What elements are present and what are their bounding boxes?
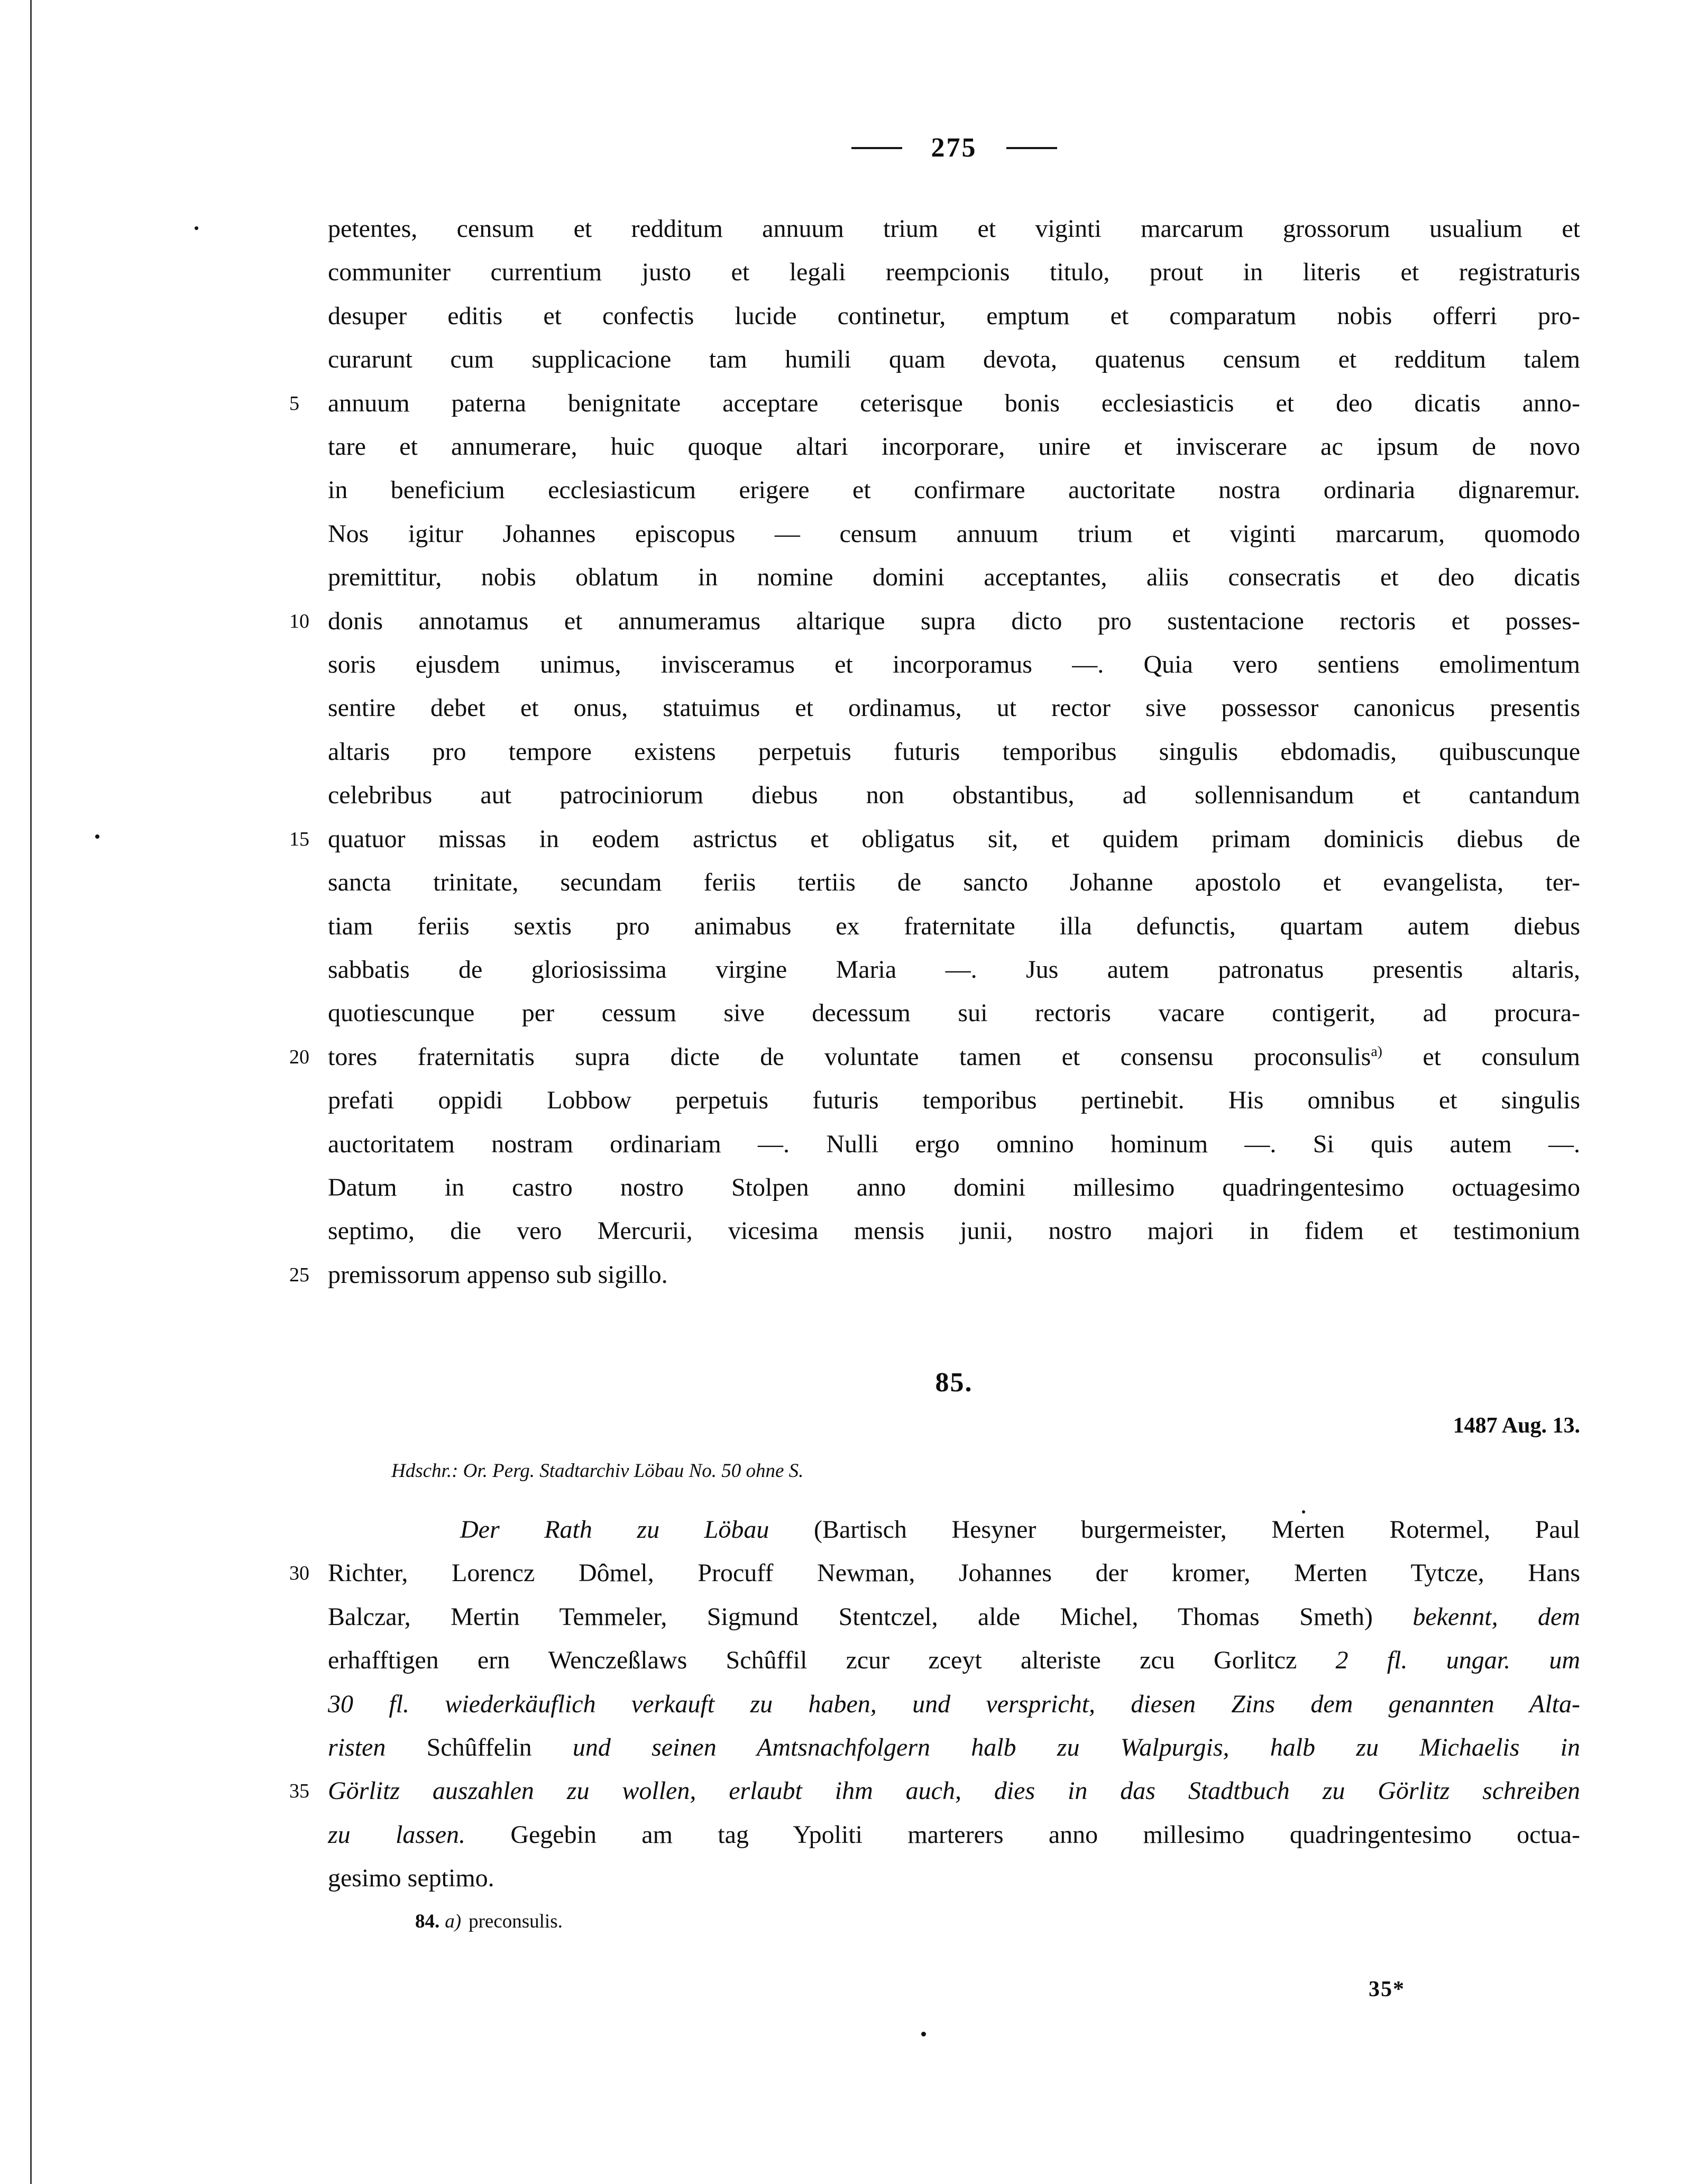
- latin-paragraph-block: [289, 207, 1581, 1297]
- text-segment: Gegebin am tag Ypoliti marterers anno millesimo quadringentesimo octua-: [465, 1820, 1580, 1849]
- text-line: [328, 425, 1580, 469]
- text-line: [328, 861, 1580, 904]
- text-line: [328, 774, 1580, 817]
- text-segment: septimo, die vero Mercurii, vicesima mensis junii, nostro majori in fidem et testimonium: [328, 1217, 1580, 1245]
- left-edge-scan-line: [30, 0, 32, 2184]
- text-segment: 2 fl. ungar. um: [1335, 1646, 1580, 1675]
- margin-line-number: 25: [289, 1263, 309, 1286]
- text-line: [328, 1595, 1580, 1639]
- text-segment: quatuor missas in eodem astrictus et obligatus sit, et quidem primam dominicis diebus de: [328, 824, 1580, 853]
- text-line: [328, 512, 1580, 556]
- text-line: [328, 1123, 1580, 1166]
- footnote-84: [415, 1910, 563, 1933]
- margin-line-number: 35: [289, 1780, 309, 1803]
- text-line: [328, 948, 1580, 992]
- text-segment: tores fraternitatis supra dicte de voluntate tamen et consensu proconsulis: [328, 1042, 1371, 1071]
- entry-85-source-note: Hdschr.: Or. Perg. Stadtarchiv Löbau No. 50 ohne S.: [391, 1460, 804, 1482]
- text-segment: prefati oppidi Lobbow perpetuis futuris temporibus pertinebit. His omnibus et singulis: [328, 1086, 1580, 1115]
- footnote-reference-superscript: a): [1371, 1043, 1382, 1060]
- text-segment: 30 fl. wiederkäuflich verkauft zu haben, und verspricht, diesen Zins dem genannten Alta-: [328, 1690, 1580, 1718]
- scan-speck: [921, 2032, 926, 2036]
- text-line: [289, 1253, 1580, 1297]
- text-line: [289, 818, 1580, 861]
- text-segment: erhafftigen ern Wenczeßlaws Schûffil zcur zceyt alteriste zcu Gorlitcz: [328, 1646, 1336, 1675]
- text-segment: bekennt, dem: [1412, 1602, 1581, 1631]
- text-segment: Richter, Lorencz Dômel, Procuff Newman, Johannes der kromer, Merten Tytcze, Hans: [328, 1559, 1580, 1587]
- text-line: [328, 1209, 1580, 1253]
- text-segment: gesimo septimo.: [328, 1864, 494, 1893]
- margin-line-number: 15: [289, 828, 309, 850]
- text-line: [328, 556, 1580, 599]
- text-line: [289, 382, 1580, 425]
- text-line: [328, 1813, 1580, 1857]
- text-segment: Schûffelin: [426, 1733, 573, 1762]
- text-segment: Der Rath zu Löbau: [460, 1516, 814, 1544]
- text-segment: sancta trinitate, secundam feriis tertiis de sancto Johanne apostolo et evangelista, ter-: [328, 868, 1580, 897]
- text-segment: Balczar, Mertin Temmeler, Sigmund Stentczel, alde Michel, Thomas Smeth): [328, 1602, 1413, 1631]
- text-line: [328, 1166, 1580, 1209]
- text-line: [328, 1726, 1580, 1769]
- text-segment: in beneficium ecclesiasticum erigere et confirmare auctoritate nostra ordinaria dignaremur.: [328, 476, 1580, 504]
- text-line: [328, 1639, 1580, 1682]
- text-segment: und seinen Amtsnachfolgern halb zu Walpurgis, halb zu Michaelis in: [572, 1733, 1580, 1762]
- text-line: [328, 338, 1580, 381]
- text-segment: et consulum: [1382, 1042, 1581, 1071]
- text-line: [328, 1683, 1580, 1726]
- text-segment: altaris pro tempore existens perpetuis futuris temporibus singulis ebdomadis, quibuscunque: [328, 737, 1580, 766]
- page-header: [328, 132, 1580, 164]
- text-segment: auctoritatem nostram ordinariam —. Nulli ergo omnino hominum —. Si quis autem —.: [328, 1130, 1580, 1158]
- page-number: 275: [931, 133, 977, 163]
- footnote-entry-number: 84.: [415, 1911, 440, 1932]
- text-line: [289, 1035, 1581, 1079]
- text-segment: soris ejusdem unimus, invisceramus et incorporamus —. Quia vero sentiens emolimentum: [328, 650, 1580, 679]
- text-segment: sabbatis de gloriosissima virgine Maria —. Jus autem patronatus presentis altaris,: [328, 955, 1580, 984]
- text-line: [289, 1769, 1580, 1813]
- text-segment: Datum in castro nostro Stolpen anno domini millesimo quadringentesimo octuagesimo: [328, 1173, 1580, 1201]
- text-line: [328, 1508, 1580, 1552]
- margin-line-number: 30: [289, 1562, 309, 1585]
- margin-line-number: 5: [289, 392, 299, 415]
- text-line: [328, 730, 1580, 774]
- footnote-marker: a): [445, 1911, 462, 1932]
- entry-85-date: 1487 Aug. 13.: [1453, 1414, 1580, 1438]
- text-line: [328, 992, 1580, 1035]
- text-segment: premittitur, nobis oblatum in nomine domini acceptantes, aliis consecratis et deo dicatis: [328, 563, 1580, 592]
- text-segment: quotiescunque per cessum sive decessum sui rectoris vacare contigerit, ad procura-: [328, 999, 1580, 1027]
- page-header-dash-right: [1006, 147, 1057, 149]
- text-segment: annuum paterna benignitate acceptare ceterisque bonis ecclesiasticis et deo dicatis anno-: [328, 389, 1580, 417]
- text-segment: risten: [328, 1733, 427, 1762]
- text-segment: donis annotamus et annumeramus altarique supra dicto pro sustentacione rectoris et posses-: [328, 607, 1580, 635]
- text-segment: petentes, censum et redditum annuum trium et viginti marcarum grossorum usualium et: [328, 215, 1580, 243]
- text-line: [328, 1079, 1580, 1122]
- text-segment: sentire debet et onus, statuimus et ordinamus, ut rector sive possessor canonicus presentis: [328, 694, 1580, 722]
- text-line: [328, 469, 1580, 512]
- text-segment: (Bartisch Hesyner burgermeister, Merten Rotermel, Paul: [813, 1516, 1580, 1544]
- text-segment: desuper editis et confectis lucide continetur, emptum et comparatum nobis offerri pro-: [328, 301, 1580, 330]
- scan-speck: [95, 834, 99, 839]
- text-segment: curarunt cum supplicacione tam humili quam devota, quatenus censum et redditum talem: [328, 345, 1580, 374]
- text-line: [328, 295, 1580, 338]
- text-segment: tiam feriis sextis pro animabus ex fraternitate illa defunctis, quartam autem diebus: [328, 912, 1580, 940]
- text-line: [328, 905, 1580, 948]
- german-paragraph-block: [289, 1508, 1581, 1901]
- text-segment: Görlitz auszahlen zu wollen, erlaubt ihm auch, dies in das Stadtbuch zu Görlitz schreiben: [328, 1777, 1580, 1805]
- text-line: [328, 686, 1580, 730]
- text-line: [328, 643, 1580, 686]
- text-segment: celebribus aut patrociniorum diebus non obstantibus, ad sollennisandum et cantandum: [328, 781, 1580, 810]
- text-line: [289, 1552, 1580, 1595]
- text-segment: Nos igitur Johannes episcopus — censum annuum trium et viginti marcarum, quomodo: [328, 519, 1580, 548]
- text-line: [328, 207, 1580, 251]
- scan-speck: [195, 226, 198, 230]
- text-line: [289, 600, 1580, 643]
- text-segment: communiter currentium justo et legali reempcionis titulo, prout in literis et registraturis: [328, 258, 1580, 287]
- text-segment: tare et annumerare, huic quoque altari incorporare, unire et inviscerare ac ipsum de novo: [328, 433, 1580, 461]
- footnote-text: preconsulis.: [469, 1911, 563, 1932]
- margin-line-number: 10: [289, 610, 309, 632]
- entry-85-heading: 85.: [935, 1368, 973, 1398]
- margin-line-number: 20: [289, 1045, 309, 1068]
- printer-signature-mark: 35*: [1369, 1977, 1405, 2002]
- page-header-dash-left: [851, 147, 902, 149]
- text-line: [328, 1857, 1580, 1900]
- text-line: [328, 251, 1580, 294]
- text-segment: zu lassen.: [328, 1820, 466, 1849]
- text-segment: premissorum appenso sub sigillo.: [328, 1260, 668, 1289]
